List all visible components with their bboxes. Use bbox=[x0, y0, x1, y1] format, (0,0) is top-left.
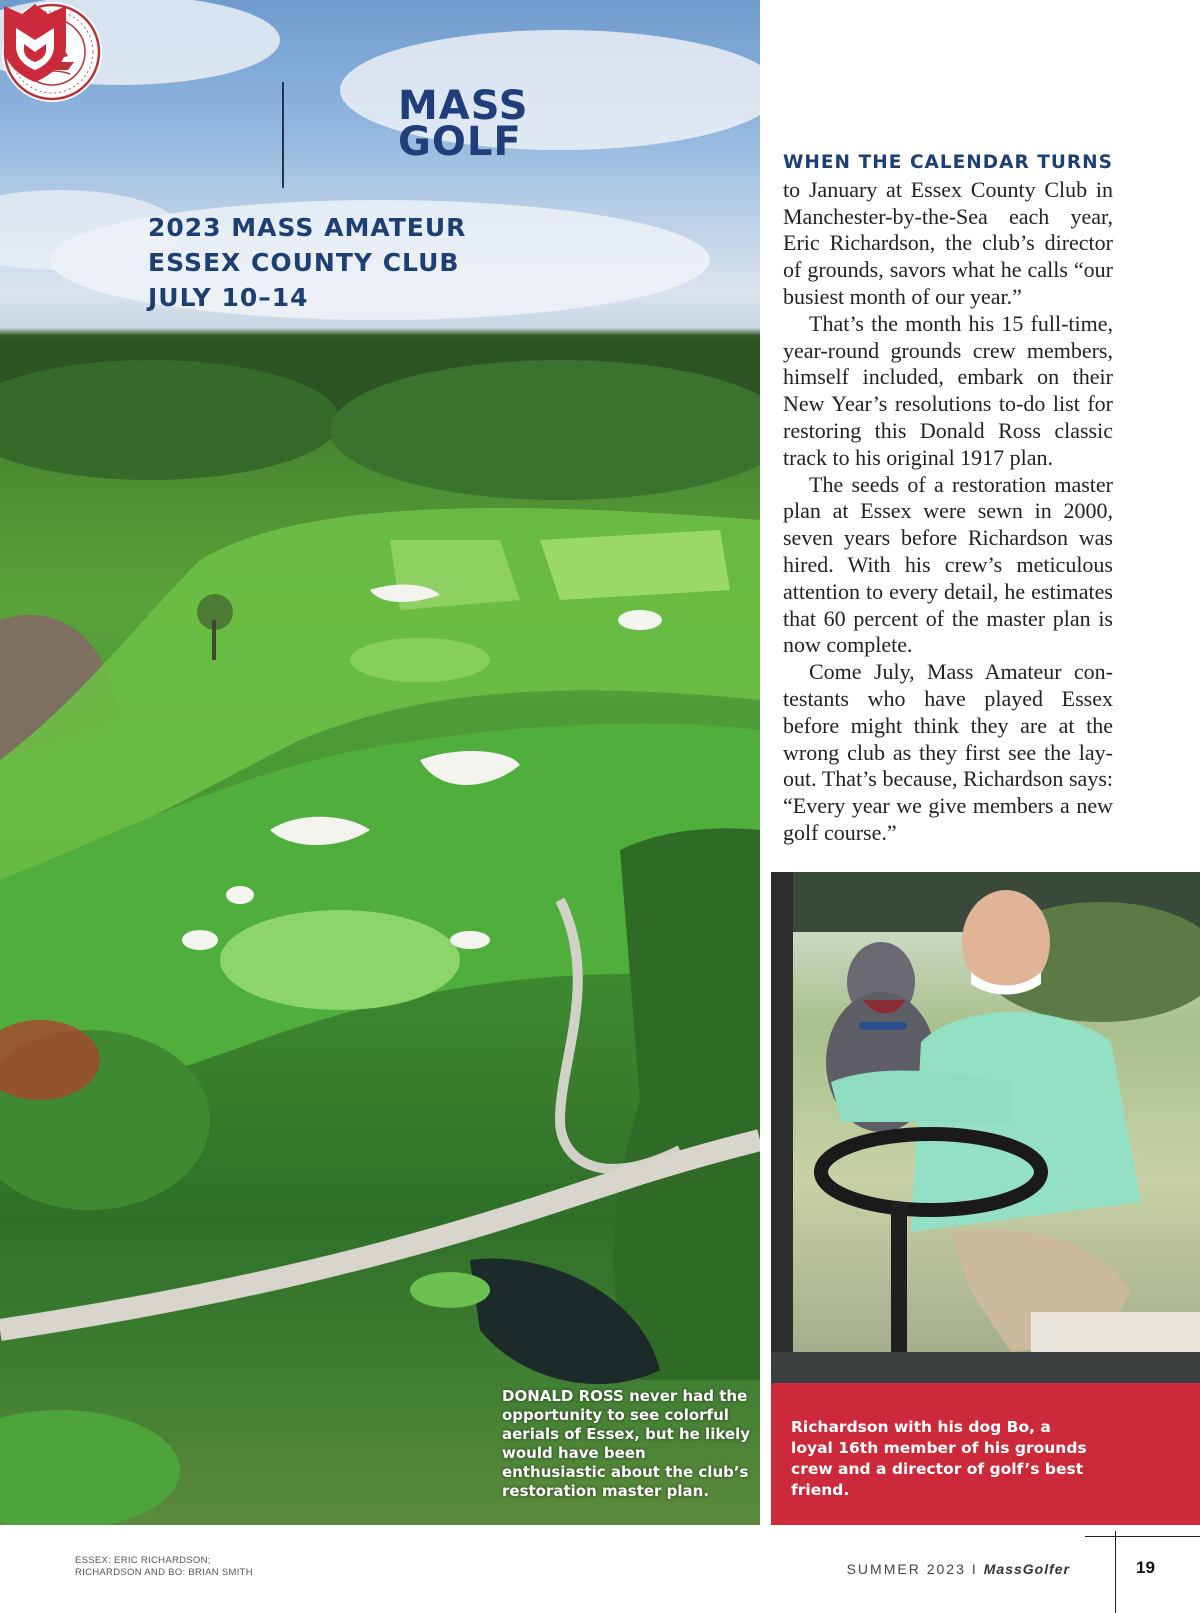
richardson-and-dog-illustration bbox=[771, 872, 1200, 1383]
event-dates: JULY 10–14 bbox=[148, 283, 309, 312]
credit-line: RICHARDSON AND BO: BRIAN SMITH bbox=[75, 1567, 253, 1578]
paragraph-text: to January at Essex County Club in Manchester-by-the-Sea each year, Eric Richardson, the club’s director of grounds, savors what he calls “our busiest month of our year.” bbox=[783, 176, 1113, 309]
aerial-photo-caption bbox=[502, 1387, 750, 1501]
caption-lead: DONALD ROSS bbox=[502, 1387, 624, 1405]
article-paragraph: Come July, Mass Amateur contestants who have played Essex before might think they are at the wrong club as they first see the layout. That’s because, Richardson says: “Every year we give members a new golf course.” bbox=[783, 659, 1113, 845]
article-paragraph: The seeds of a restoration master plan at Essex were sewn in 2000, seven years before Richardson was hired. With his crew’s meticulous attention to every detail, he estimates that 60 percent of the master plan is now complete. bbox=[783, 471, 1113, 658]
article-paragraph: That’s the month his 15 full-time, year-round grounds crew members, himself included, embark on their New Year’s resolutions to-do list for restoring this Donald Ross classic track to his original 1917 plan. bbox=[783, 310, 1113, 470]
event-title: 2023 MASS AMATEUR bbox=[148, 213, 467, 242]
mass-golf-wordmark bbox=[398, 83, 529, 165]
article-paragraph bbox=[783, 148, 1113, 311]
footer-rule-vertical bbox=[1115, 1531, 1116, 1613]
footer-separator: I bbox=[971, 1561, 978, 1577]
credit-line: ESSEX: ERIC RICHARDSON; bbox=[75, 1555, 211, 1566]
logo-divider bbox=[282, 82, 284, 188]
issue-label: SUMMER 2023 bbox=[846, 1561, 966, 1577]
caption-text: never had the opportunity to see colorful aerials of Essex, but he likely would have been enthusiastic about the club’s restoration master plan. bbox=[502, 1387, 751, 1500]
running-footer bbox=[847, 1561, 1070, 1577]
event-heading bbox=[148, 210, 466, 315]
photo-credit bbox=[75, 1555, 253, 1579]
page-number: 19 bbox=[1136, 1558, 1155, 1577]
mass-golf-shield-icon bbox=[0, 0, 70, 84]
magazine-name: MassGolfer bbox=[983, 1561, 1070, 1577]
article-lead-in: WHEN THE CALENDAR TURNS bbox=[783, 152, 1113, 173]
portrait-photo bbox=[771, 872, 1200, 1383]
article-body bbox=[783, 148, 1113, 847]
wordmark-line-1: MASS bbox=[398, 83, 529, 129]
portrait-caption-box bbox=[771, 1383, 1200, 1525]
footer-rule-horizontal bbox=[1085, 1536, 1200, 1537]
event-venue: ESSEX COUNTY CLUB bbox=[148, 248, 460, 277]
portrait-caption: Richardson with his dog Bo, a loyal 16th member of his grounds crew and a director of golf’s best friend. bbox=[791, 1418, 1087, 1499]
wordmark-line-2: GOLF bbox=[398, 119, 522, 165]
